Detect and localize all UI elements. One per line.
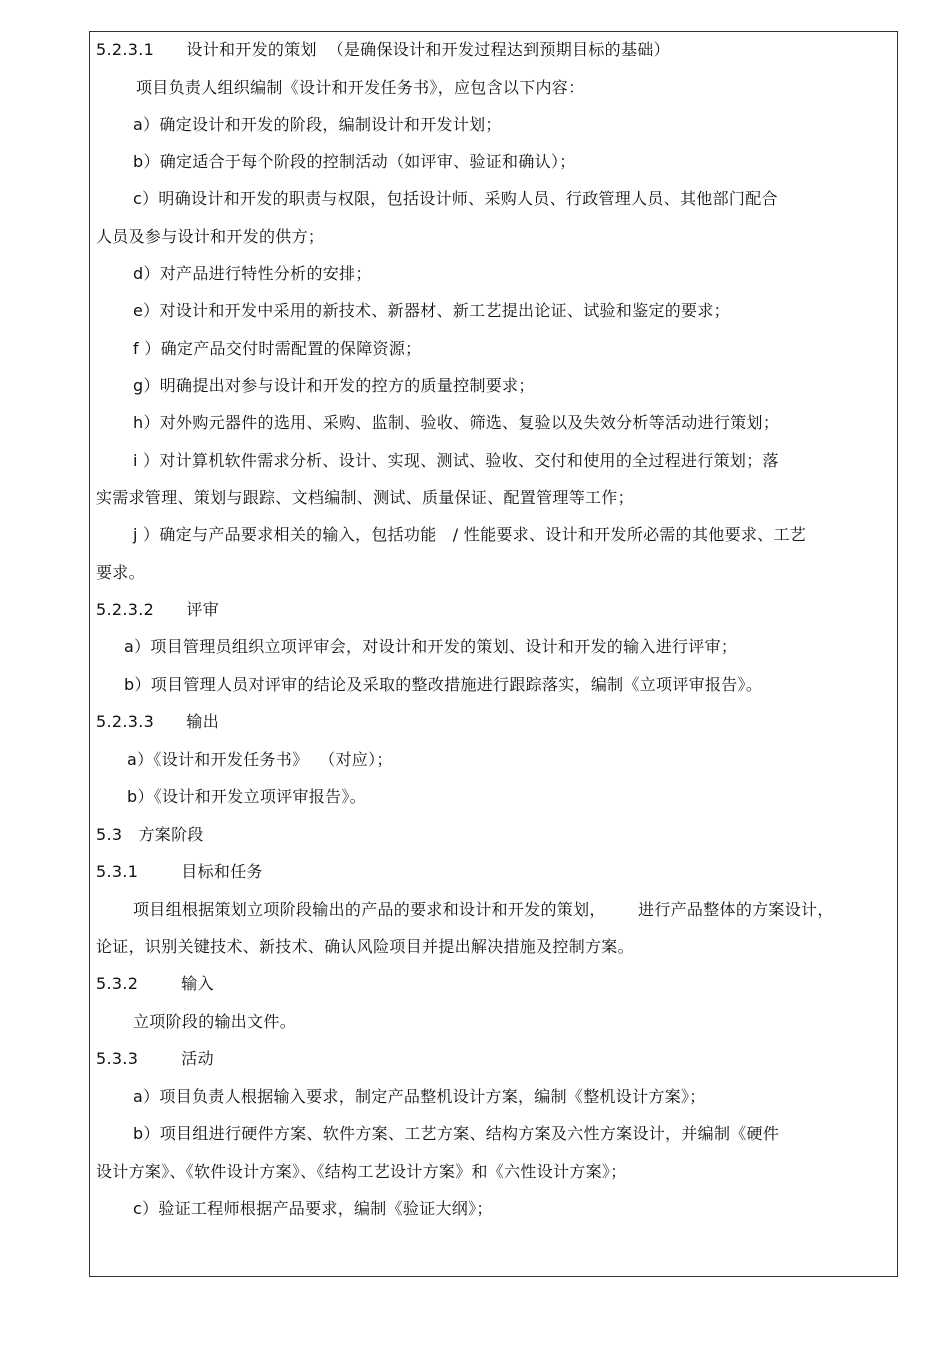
list-item-j-cont: 要求。 bbox=[96, 563, 145, 582]
review-item-b: b）项目管理人员对评审的结论及采取的整改措施进行跟踪落实，编制《立项评审报告》。 bbox=[124, 675, 763, 694]
review-item-a: a）项目管理员组织立项评审会，对设计和开发的策划、设计和开发的输入进行评审； bbox=[124, 637, 738, 656]
paragraph-line-cont: 论证，识别关键技术、新技术、确认风险项目并提出解决措施及控制方案。 bbox=[96, 937, 634, 956]
heading-5-2-3-1: 5.2.3.1 设计和开发的策划 （是确保设计和开发过程达到预期目标的基础） bbox=[96, 40, 670, 59]
activity-item-b-cont: 设计方案》、《软件设计方案》、《结构工艺设计方案》和《六性设计方案》； bbox=[96, 1162, 627, 1181]
list-item-i: i ）对计算机软件需求分析、设计、实现、测试、验收、交付和使用的全过程进行策划；落 bbox=[133, 451, 779, 470]
heading-5-3-3: 5.3.3 活动 bbox=[96, 1049, 214, 1068]
list-item-c-cont: 人员及参与设计和开发的供方； bbox=[96, 227, 325, 246]
heading-5-3-1: 5.3.1 目标和任务 bbox=[96, 862, 263, 881]
list-item-e: e）对设计和开发中采用的新技术、新器材、新工艺提出论证、试验和鉴定的要求； bbox=[133, 301, 730, 320]
list-item-i-cont: 实需求管理、策划与跟踪、文档编制、测试、质量保证、配置管理等工作； bbox=[96, 488, 634, 507]
list-item-f: f ）确定产品交付时需配置的保障资源； bbox=[133, 339, 422, 358]
activity-item-b: b）项目组进行硬件方案、软件方案、工艺方案、结构方案及六性方案设计，并编制《硬件 bbox=[133, 1124, 780, 1143]
heading-5-3: 5.3 方案阶段 bbox=[96, 825, 204, 844]
heading-5-2-3-2: 5.2.3.2 评审 bbox=[96, 600, 219, 619]
list-item-h: h）对外购元器件的选用、采购、监制、验收、筛选、复验以及失效分析等活动进行策划； bbox=[133, 413, 780, 432]
list-item-j: j ）确定与产品要求相关的输入，包括功能 / 性能要求、设计和开发所必需的其他要求、工艺 bbox=[133, 525, 807, 544]
paragraph-line: 项目负责人组织编制《设计和开发任务书》，应包含以下内容： bbox=[136, 78, 585, 97]
output-item-b: b）《设计和开发立项评审报告》。 bbox=[127, 787, 366, 806]
list-item-c: c）明确设计和开发的职责与权限，包括设计师、采购人员、行政管理人员、其他部门配合 bbox=[133, 189, 778, 208]
heading-5-3-2: 5.3.2 输入 bbox=[96, 974, 214, 993]
list-item-g: g）明确提出对参与设计和开发的控方的质量控制要求； bbox=[133, 376, 535, 395]
output-item-a: a）《设计和开发任务书》 （对应）； bbox=[127, 750, 393, 769]
list-item-a: a）确定设计和开发的阶段，编制设计和开发计划； bbox=[133, 115, 502, 134]
heading-5-2-3-3: 5.2.3.3 输出 bbox=[96, 712, 219, 731]
list-item-b: b）确定适合于每个阶段的控制活动（如评审、验证和确认）； bbox=[133, 152, 576, 171]
list-item-d: d）对产品进行特性分析的安排； bbox=[133, 264, 372, 283]
paragraph-line: 立项阶段的输出文件。 bbox=[133, 1012, 297, 1031]
activity-item-c: c）验证工程师根据产品要求，编制《验证大纲》； bbox=[133, 1199, 493, 1218]
paragraph-line: 项目组根据策划立项阶段输出的产品的要求和设计和开发的策划， 进行产品整体的方案设计， bbox=[133, 900, 834, 919]
activity-item-a: a）项目负责人根据输入要求，制定产品整机设计方案，编制《整机设计方案》； bbox=[133, 1087, 706, 1106]
